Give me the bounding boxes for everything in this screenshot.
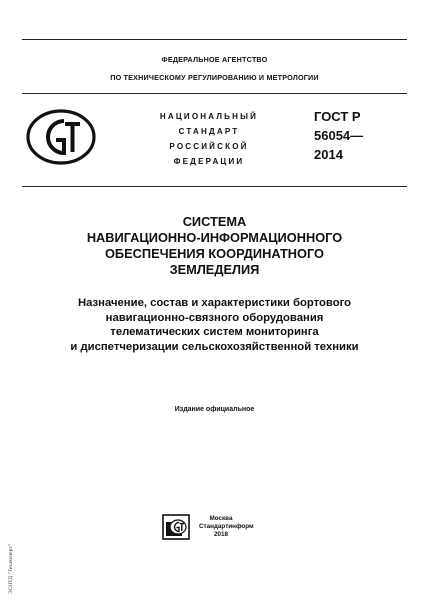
publisher-name: Стандартинформ [199,523,254,530]
gost-number [314,107,363,164]
subtitle-line: и диспетчеризации сельскохозяйственной техники [70,340,359,353]
subtitle-line: телематических систем мониторинга [110,326,319,338]
national-standard-line: РОССИЙСКОЙ [169,142,249,151]
national-standard-line: СТАНДАРТ [178,127,240,136]
title-line: СИСТЕМА [182,214,247,229]
standartinform-logo-icon [162,514,190,540]
national-standard-line: НАЦИОНАЛЬНЫЙ [159,112,259,121]
top-divider [22,39,407,40]
side-watermark [1,520,14,594]
publisher-city: Москва [209,515,233,522]
header-divider [22,93,407,94]
subtitle-line: Назначение, состав и характеристики бортового [77,297,352,309]
gost-line: 2014 [314,147,343,162]
side-watermark-text: ЭСНТД "Техэксперт" [8,544,14,594]
gost-r-logo-icon [26,108,96,166]
title-line: ЗЕМЛЕДЕЛИЯ [169,262,260,277]
gost-line: 56054— [314,128,364,143]
subtitle-line: навигационно-связного оборудования [105,311,324,324]
agency-line-2: ПО ТЕХНИЧЕСКОМУ РЕГУЛИРОВАНИЮ И МЕТРОЛОГИИ [110,73,319,82]
title-line: НАВИГАЦИОННО-ИНФОРМАЦИОННОГО [86,230,343,245]
national-standard-line: ФЕДЕРАЦИИ [173,157,245,166]
title-line: ОБЕСПЕЧЕНИЯ КООРДИНАТНОГО [104,246,325,261]
edition-label: Издание официальное [174,406,255,413]
title-divider [22,186,407,187]
publisher-year: 2018 [213,531,228,538]
agency-line-1: ФЕДЕРАЛЬНОЕ АГЕНТСТВО [161,55,268,64]
gost-line: ГОСТ Р [314,109,361,124]
document-subtitle [22,296,407,354]
publisher-info [199,515,254,539]
document-title [22,214,407,278]
national-standard-label [148,109,270,169]
